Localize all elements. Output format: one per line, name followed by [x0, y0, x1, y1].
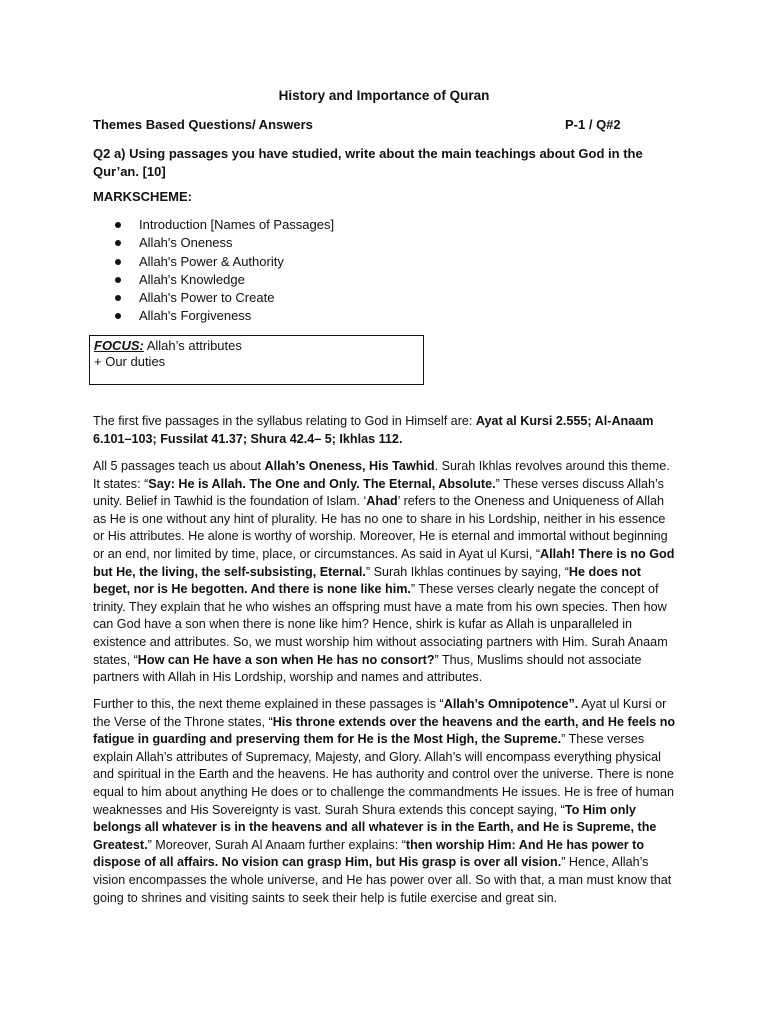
text-run: All 5 passages teach us about: [93, 459, 265, 473]
focus-label: FOCUS:: [94, 338, 144, 353]
bullet-icon: [115, 222, 121, 228]
text-run: . Surah Ikhlas revolves around this theme. It states: “: [93, 459, 670, 491]
question-text: Q2 a) Using passages you have studied, write about the main teachings about God in the Qur’an. [10]: [93, 146, 643, 179]
list-item: Allah's Power to Create: [93, 289, 334, 307]
bullet-icon: [115, 259, 121, 265]
bold-text-run: He does not beget, nor is He begotten. And there is none like him.: [93, 564, 641, 597]
bold-text-run: Ahad: [366, 494, 398, 509]
text-run: ” Surah Ikhlas continues by saying, “: [365, 564, 569, 579]
subheading-left: Themes Based Questions/ Answers: [93, 117, 313, 132]
page-title: History and Importance of Quran: [278, 88, 490, 103]
bullet-icon: [115, 295, 121, 301]
bullet-icon: [115, 313, 121, 319]
list-item: Allah's Forgiveness: [93, 307, 334, 325]
text-run: ” These verses clearly negate the concept of trinity. They explain that he who wishes an offspring must have a mate from his own species. Then how can God have a son when there is none like him? Hence, shirk is kufar as Allah is unparalleled in existence and attributes. So, we must worship him without associating partners with Him. Surah Anaam states, “: [93, 582, 668, 667]
list-item: Allah's Power & Authority: [93, 253, 334, 271]
paragraph-intro: [93, 413, 678, 448]
text-run: ” Hence, Allah’s vision encompasses the whole universe, and He has power over all. So with that, a man must know that going to shrines and visiting saints to seek their help is futile exercise and great sin.: [93, 855, 672, 905]
bold-text-run: Allah! There is no God but He, the living, the self-subsisting, Eternal.: [93, 546, 675, 579]
paragraph-omnipotence: [93, 696, 678, 907]
text-run: ” These verses explain Allah’s attributes of Supremacy, Majesty, and Glory. Allah’s will encompass everything physical and spiritual in the Earth and the heavens. He has authority and control over the universe. There is none equal to him about anything He does or to challenge the commandments He issues. He is free of human weaknesses and His Sovereignty is vast. Surah Shura extends this concept saying, “: [93, 732, 675, 817]
bold-text-run: Ayat al Kursi 2.555; Al-Anaam 6.101–103; Fussilat 41.37; Shura 42.4– 5; Ikhlas 112.: [93, 414, 654, 446]
focus-box: [89, 335, 424, 385]
bold-text-run: Allah’s Oneness, His Tawhid: [264, 459, 435, 473]
bold-text-run: To Him only belongs all whatever is in the heavens and all whatever is in the Earth, and He is Supreme, the Greatest.: [93, 802, 657, 852]
list-item: Allah's Oneness: [93, 234, 334, 252]
text-run: The first five passages in the syllabus relating to God in Himself are:: [93, 414, 476, 428]
bold-text-run: Allah’s Omnipotence”.: [443, 697, 579, 711]
focus-line-2: + Our duties: [94, 354, 166, 369]
bullet-icon: [115, 240, 121, 246]
text-run: ” These verses discuss Allah’s unity. Belief in Tawhid is the foundation of Islam. ‘: [93, 476, 664, 509]
text-run: ” Moreover, Surah Al Anaam further explains: “: [147, 837, 406, 852]
bold-text-run: His throne extends over the heavens and the earth, and He feels no fatigue in guarding and preserving them for He is the Most High, the Supreme.: [93, 714, 676, 747]
list-item: Introduction [Names of Passages]: [93, 216, 334, 234]
markscheme-label: MARKSCHEME:: [93, 189, 192, 204]
subheading: [93, 117, 678, 132]
bold-text-run: Say: He is Allah. The One and Only. The Eternal, Absolute.: [148, 476, 496, 491]
focus-line-1: Allah’s attributes: [143, 338, 242, 353]
text-run: ’ refers to the Oneness and Uniqueness of Allah as He is one without any hint of plurality. He has no one to share in his Lordship, neither in his essence or His attributes. He alone is worthy of worship. Moreover, He is eternal and immortal without beginning or an end, nor limited by time, place, or circumstances. As said in Ayat ul Kursi, “: [93, 494, 668, 561]
text-run: Ayat ul Kursi or the Verse of the Throne states, “: [93, 697, 667, 729]
text-run: ” Thus, Muslims should not associate partners with Allah in His Lordship, worship and names and attributes.: [93, 652, 642, 685]
paragraph-oneness: [93, 458, 678, 687]
bullet-icon: [115, 277, 121, 283]
markscheme-list: [93, 216, 334, 326]
bold-text-run: then worship Him: And He has power to dispose of all affairs. No vision can grasp Him, but His grasp is over all vision.: [93, 837, 645, 870]
text-run: Further to this, the next theme explained in these passages is “: [93, 697, 444, 711]
list-item: Allah's Knowledge: [93, 271, 334, 289]
bold-text-run: How can He have a son when He has no consort?: [137, 652, 435, 667]
subheading-right: P-1 / Q#2: [565, 117, 621, 132]
